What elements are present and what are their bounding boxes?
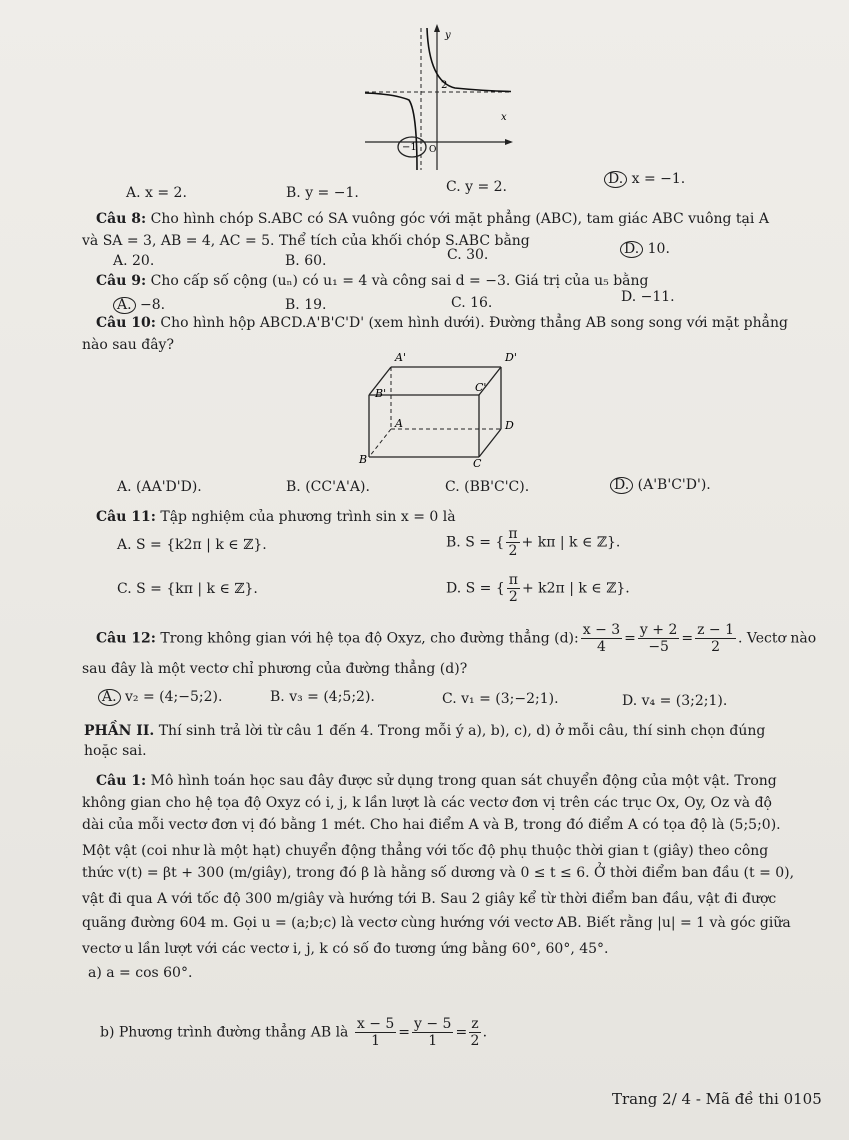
q10-text1: Cho hình hộp ABCD.A'B'C'D' (xem hình dưới). Đường thẳng AB song song với mặt phẳng — [160, 315, 788, 331]
p2q1-item-a — [88, 964, 192, 982]
q11-option-c: C. S = {kπ | k ∈ ℤ}. — [117, 581, 258, 597]
q11-d-pre: D. S = { — [446, 580, 505, 597]
q11-b-pre: B. S = { — [446, 534, 505, 551]
q9-option-d: D. −11. — [621, 289, 675, 305]
q12-label: Câu 12: — [96, 630, 156, 647]
fig-label-C: C — [473, 457, 482, 470]
q12-f1-num: x − 3 — [582, 622, 621, 638]
q7-option-c: C. y = 2. — [446, 179, 508, 195]
q12-option-a-letter: A. — [98, 689, 121, 706]
p2q1-text-1: không gian cho hệ tọa độ Oxyz có i, j, k lần lượt là các vectơ đơn vị trên các trục Ox, Oy, Oz và độ — [82, 795, 772, 811]
q8-label: Câu 8: — [96, 211, 147, 227]
q9-option-c: C. 16. — [451, 295, 493, 311]
p2q1-item-a-text: a) a = cos 60°. — [88, 965, 193, 981]
q7-option-b: B. y = −1. — [286, 185, 359, 201]
q12-option-d: D. v₄ = (3;2;1). — [622, 693, 728, 709]
p2q1-b-pre: b) Phương trình đường thẳng AB là — [100, 1024, 349, 1041]
fig-label-D: D — [505, 419, 514, 432]
p2q1-text-5: vật đi qua A với tốc độ 300 m/giây và hướng tới B. Sau 2 giây kể từ thời điểm ban đầu, vật đi được — [82, 891, 777, 907]
q9-option-a-text: −8. — [140, 297, 166, 313]
page-footer: Trang 2/ 4 - Mã đề thi 0105 — [612, 1090, 822, 1108]
q10-option-c: C. (BB'C'C). — [445, 479, 530, 495]
q8-option-d-text: 10. — [647, 241, 670, 257]
p2q1-bf1-den: 1 — [371, 1033, 381, 1049]
q9-option-b: B. 19. — [285, 297, 327, 313]
q10-option-d — [610, 476, 711, 494]
part2-text1: Thí sinh trả lời từ câu 1 đến 4. Trong mỗi ý a), b), c), d) ở mỗi câu, thí sinh chọn đúng — [158, 723, 766, 739]
graph-y-label: y — [445, 30, 451, 41]
fig-label-B: B — [359, 453, 368, 466]
q12-f2-num: y + 2 — [639, 622, 678, 638]
part2-title: PHẦN II. — [84, 723, 155, 739]
graph-origin: O — [429, 145, 437, 155]
q9-option-a-letter: A. — [113, 297, 136, 314]
q10-text2: nào sau đây? — [82, 337, 174, 353]
q7-option-d-text: x = −1. — [631, 171, 686, 187]
p2q1-bf2-den: 1 — [428, 1033, 438, 1049]
q12-f1-den: 4 — [596, 639, 606, 655]
q10-line1 — [96, 314, 788, 332]
q11-option-d — [446, 572, 630, 605]
p2q1-label: Câu 1: — [96, 773, 147, 789]
p2q1-text-3: Một vật (coi như là một hạt) chuyển động thẳng với tốc độ phụ thuộc thời gian t (giây) theo công — [82, 843, 769, 859]
graph-tick-minus1: −1 — [402, 142, 417, 153]
p2q1-bf3-num: z — [471, 1016, 479, 1032]
box-figure — [355, 345, 535, 470]
q10-label: Câu 10: — [96, 315, 156, 331]
q9-text: Cho cấp số cộng (uₙ) có u₁ = 4 và công sai d = −3. Giá trị của u₅ bằng — [150, 273, 649, 289]
p2q1-b-post: . — [482, 1024, 488, 1041]
q8-option-a: A. 20. — [113, 253, 155, 269]
fig-label-A1: A' — [395, 351, 406, 364]
q12-f3-num: z − 1 — [697, 622, 735, 638]
q7-option-a: A. x = 2. — [126, 185, 187, 201]
q10-option-a: A. (AA'D'D). — [117, 479, 202, 495]
p2q1-item-b: b) Phương trình đường thẳng AB là $\frac{x - 5}{1}$ = $\frac{y - 5}{1}$ = $\frac{z}{2}$ . — [100, 1016, 488, 1049]
q11-d-post: + k2π | k ∈ ℤ}. — [521, 580, 630, 597]
q10-option-b: B. (CC'A'A). — [286, 479, 370, 495]
q11-option-b — [446, 526, 620, 559]
p2q1-text-4: thức v(t) = βt + 300 (m/giây), trong đó β là hằng số dương và 0 ≤ t ≤ 6. Ở thời điểm ban đầu (t = 0), — [82, 865, 795, 881]
q11-text: Tập nghiệm của phương trình sin x = 0 là — [160, 509, 456, 525]
q8-text2: và SA = 3, AB = 4, AC = 5. Thể tích của khối chóp S.ABC bằng — [82, 233, 530, 249]
q11-line — [96, 508, 456, 526]
q8-option-d — [620, 240, 670, 258]
q8-line1 — [96, 210, 769, 228]
q9-line — [96, 272, 648, 290]
graph-x-label: x — [501, 112, 507, 123]
q12-text2: sau đây là một vectơ chỉ phương của đường thẳng (d)? — [82, 661, 468, 677]
q11-option-a: A. S = {k2π | k ∈ ℤ}. — [117, 537, 267, 553]
q11-b-frac-den: 2 — [508, 543, 518, 559]
q7-option-d-letter: D. — [604, 171, 627, 188]
part2-text2: hoặc sai. — [84, 743, 147, 759]
q9-label: Câu 9: — [96, 273, 147, 289]
part2-line1 — [84, 722, 765, 740]
q12-option-a-text: v₂ = (4;−5;2). — [125, 689, 223, 705]
p2q1-bf1-num: x − 5 — [356, 1016, 395, 1032]
q12-text-pre: Trong không gian với hệ tọa độ Oxyz, cho đường thẳng (d): — [160, 630, 579, 647]
p2q1-text-0: Mô hình toán học sau đây được sử dụng trong quan sát chuyển động của một vật. Trong — [150, 773, 777, 789]
graph-tick-2: 2 — [441, 80, 448, 91]
fig-label-C1: C' — [475, 381, 487, 394]
q12-line1: Câu 12: Trong không gian với hệ tọa độ Oxyz, cho đường thẳng (d): $\frac{x - 3}{4}$ = $\frac{y + 2}{-5}$ = $\frac{z - 1}{2}$ . Vectơ nào — [96, 622, 817, 655]
fig-label-D1: D' — [505, 351, 517, 364]
q12-f3-den: 2 — [711, 639, 721, 655]
q8-option-b: B. 60. — [285, 253, 327, 269]
q12-option-b: B. v₃ = (4;5;2). — [270, 689, 375, 705]
q12-text-post: . Vectơ nào — [738, 630, 817, 647]
q9-option-a — [113, 296, 165, 314]
q11-d-frac-den: 2 — [508, 589, 518, 605]
p2q1-text-7: vectơ u lần lượt với các vectơ i, j, k có số đo tương ứng bằng 60°, 60°, 45°. — [82, 941, 609, 957]
p2q1-text-2: dài của mỗi vectơ đơn vị đó bằng 1 mét. Cho hai điểm A và B, trong đó điểm A có tọa độ là (5;5;0). — [82, 817, 781, 833]
p2q1-bf2-num: y − 5 — [414, 1016, 452, 1032]
p2q1-line0 — [96, 772, 777, 790]
q8-option-d-letter: D. — [620, 241, 643, 258]
fig-label-B1: B' — [375, 387, 387, 400]
q11-b-frac-num: π — [508, 526, 518, 542]
p2q1-text-6: quãng đường 604 m. Gọi u = (a;b;c) là vectơ cùng hướng với vectơ AB. Biết rằng |u| = 1 và góc giữa — [82, 915, 791, 931]
q8-option-c: C. 30. — [447, 247, 489, 263]
q12-f2-den: −5 — [648, 639, 669, 655]
q7-option-d — [604, 170, 685, 188]
q11-d-frac-num: π — [508, 572, 518, 588]
q11-label: Câu 11: — [96, 509, 156, 525]
fig-label-A: A — [395, 417, 403, 430]
q10-option-d-text: (A'B'C'D'). — [637, 477, 711, 493]
q8-text1: Cho hình chóp S.ABC có SA vuông góc với mặt phẳng (ABC), tam giác ABC vuông tại A — [150, 211, 769, 227]
q11-b-post: + kπ | k ∈ ℤ}. — [521, 534, 621, 551]
p2q1-bf3-den: 2 — [470, 1033, 480, 1049]
q10-option-d-letter: D. — [610, 477, 633, 494]
function-graph — [355, 22, 515, 174]
q12-option-a — [98, 688, 222, 706]
q12-option-c: C. v₁ = (3;−2;1). — [442, 691, 559, 707]
